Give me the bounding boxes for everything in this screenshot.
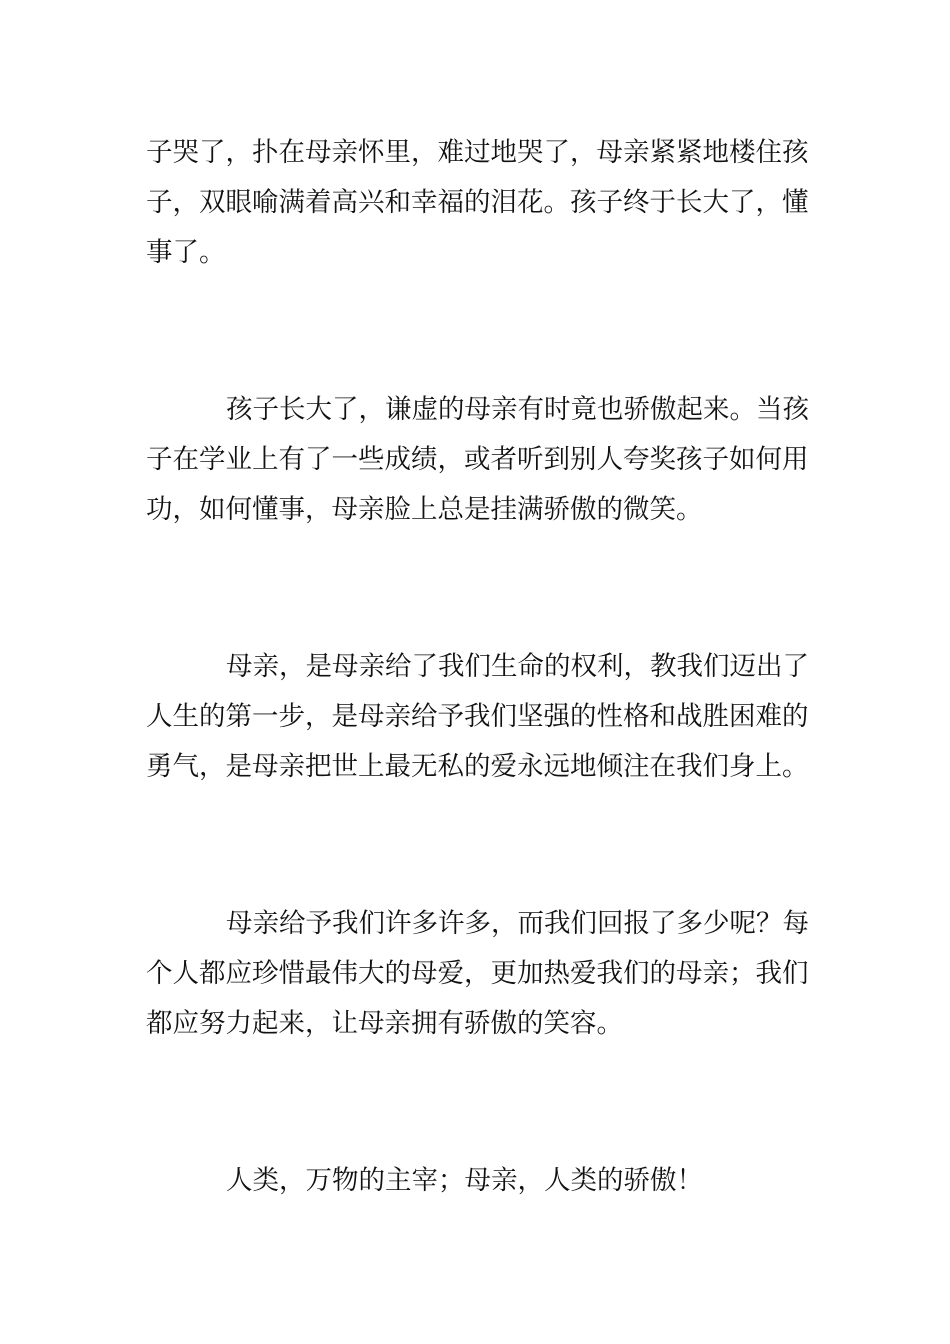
text-line: 个人都应珍惜最伟大的母爱，更加热爱我们的母亲；我们 [146, 958, 809, 989]
text-line: 人类，万物的主宰；母亲，人类的骄傲！ [226, 1165, 703, 1196]
text-line: 人生的第一步，是母亲给予我们坚强的性格和战胜困难的 [146, 701, 809, 732]
paragraph-3 [146, 642, 808, 792]
text-line: 都应努力起来，让母亲拥有骄傲的笑容。 [146, 1008, 623, 1039]
paragraph-5 [146, 1156, 808, 1206]
text-line: 事了。 [146, 237, 226, 268]
paragraph-4 [146, 899, 808, 1049]
paragraph-2 [146, 385, 808, 535]
document-body [146, 128, 808, 1313]
text-line: 子，双眼喻满着高兴和幸福的泪花。孩子终于长大了，懂 [146, 187, 809, 218]
text-line: 母亲，是母亲给了我们生命的权利，教我们迈出了 [226, 651, 809, 682]
text-line: 孩子长大了，谦虚的母亲有时竟也骄傲起来。当孩 [226, 394, 809, 425]
text-line: 子在学业上有了一些成绩，或者听到别人夸奖孩子如何用 [146, 444, 809, 475]
text-line: 勇气，是母亲把世上最无私的爱永远地倾注在我们身上。 [146, 751, 809, 782]
text-line: 子哭了，扑在母亲怀里，难过地哭了，母亲紧紧地楼住孩 [146, 137, 809, 168]
text-line: 母亲给予我们许多许多，而我们回报了多少呢？每 [226, 908, 809, 939]
paragraph-1 [146, 128, 808, 278]
text-line: 功，如何懂事，母亲脸上总是挂满骄傲的微笑。 [146, 494, 703, 525]
